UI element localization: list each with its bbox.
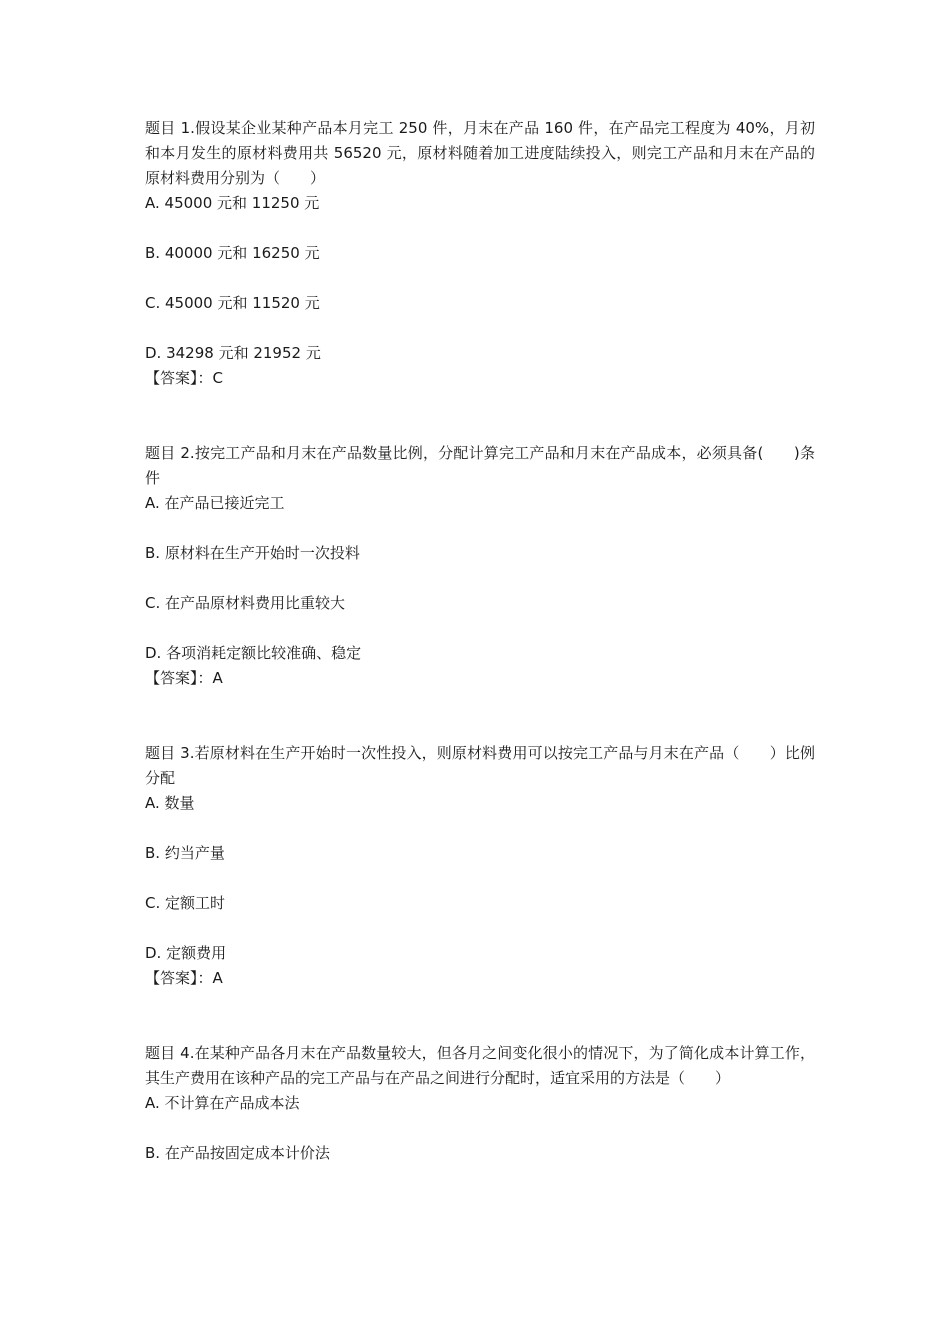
option-a: A. 数量 bbox=[145, 794, 195, 812]
question-stem: 题目 3.若原材料在生产开始时一次性投入，则原材料费用可以按完工产品与月末在产品（ ）比例分配 bbox=[145, 744, 815, 787]
question-4 bbox=[145, 1041, 815, 1166]
question-stem: 题目 4.在某种产品各月末在产品数量较大，但各月之间变化很小的情况下，为了简化成本计算工作，其生产费用在该种产品的完工产品与在产品之间进行分配时，适宜采用的方法是（ ） bbox=[145, 1044, 815, 1087]
option-b: B. 在产品按固定成本计价法 bbox=[145, 1144, 330, 1162]
option-d: D. 定额费用 bbox=[145, 944, 227, 962]
question-stem: 题目 1.假设某企业某种产品本月完工 250 件，月末在产品 160 件，在产品完工程度为 40%，月初和本月发生的原材料费用共 56520 元，原材料随着加工进度陆续投入，则完工产品和月末在产品的原材料费用分别为（ ） bbox=[145, 119, 815, 187]
question-spacer bbox=[145, 691, 815, 741]
option-c: C. 在产品原材料费用比重较大 bbox=[145, 594, 346, 612]
option-b: B. 原材料在生产开始时一次投料 bbox=[145, 544, 360, 562]
option-c: C. 定额工时 bbox=[145, 894, 226, 912]
option-d: D. 34298 元和 21952 元 bbox=[145, 344, 321, 362]
answer-line: 【答案】：A bbox=[145, 669, 223, 687]
answer-line: 【答案】：C bbox=[145, 369, 223, 387]
question-2 bbox=[145, 441, 815, 691]
option-b: B. 40000 元和 16250 元 bbox=[145, 244, 320, 262]
question-1 bbox=[145, 116, 815, 391]
question-spacer bbox=[145, 991, 815, 1041]
document-page bbox=[145, 116, 815, 1166]
question-3 bbox=[145, 741, 815, 991]
option-a: A. 在产品已接近完工 bbox=[145, 494, 285, 512]
answer-line: 【答案】：A bbox=[145, 969, 223, 987]
option-d: D. 各项消耗定额比较准确、稳定 bbox=[145, 644, 362, 662]
option-c: C. 45000 元和 11520 元 bbox=[145, 294, 320, 312]
question-stem: 题目 2.按完工产品和月末在产品数量比例，分配计算完工产品和月末在产品成本，必须具备( )条件 bbox=[145, 444, 815, 487]
option-a: A. 不计算在产品成本法 bbox=[145, 1094, 300, 1112]
option-a: A. 45000 元和 11250 元 bbox=[145, 194, 320, 212]
option-b: B. 约当产量 bbox=[145, 844, 225, 862]
question-spacer bbox=[145, 391, 815, 441]
